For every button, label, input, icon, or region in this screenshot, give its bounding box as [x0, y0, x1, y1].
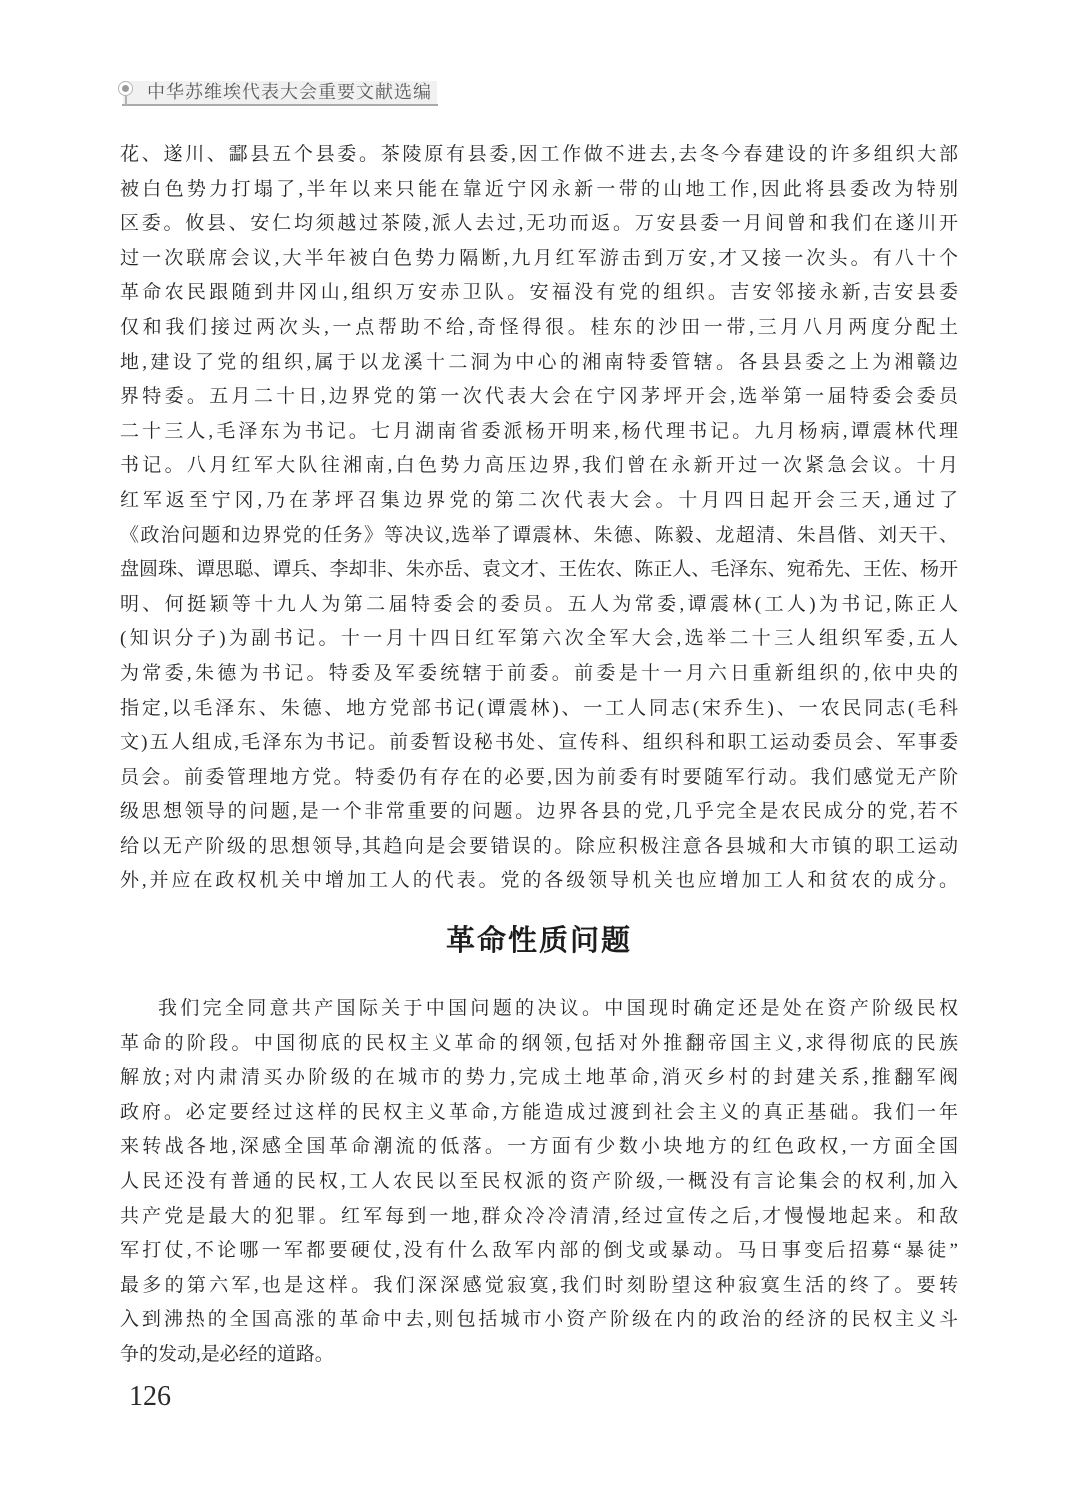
ring-dot-icon-center [122, 85, 129, 92]
section-heading-revolution-nature: 革命性质问题 [445, 925, 632, 957]
text-line: 给以无产阶级的思想领导,其趋向是会要错误的。除应积极注意各县城和大市镇的职工运动 [120, 835, 958, 857]
text-line: 革命的阶段。中国彻底的民权主义革命的纲领,包括对外推翻帝国主义,求得彻底的民族 [120, 1032, 958, 1054]
text-line: 外,并应在政权机关中增加工人的代表。党的各级领导机关也应增加工人和贫农的成分。 [120, 870, 958, 892]
text-line: 革命农民跟随到井冈山,组织万安赤卫队。安福没有党的组织。吉安邻接永新,吉安县委 [120, 282, 958, 304]
text-line: 级思想领导的问题,是一个非常重要的问题。边界各县的党,几乎完全是农民成分的党,若不 [120, 801, 958, 823]
text-line: 解放;对内肃清买办阶级的在城市的势力,完成土地革命,消灭乡村的封建关系,推翻军阀 [120, 1067, 958, 1089]
text-line: 红军返至宁冈,乃在茅坪召集边界党的第二次代表大会。十月四日起开会三天,通过了 [120, 489, 958, 511]
text-line: 区委。攸县、安仁均须越过茶陵,派人去过,无功而返。万安县委一月间曾和我们在遂川开 [120, 213, 958, 235]
page-number: 126 [129, 1381, 171, 1412]
text-line: 争的发动,是必经的道路。 [120, 1343, 334, 1365]
text-line: 政府。必定要经过这样的民权主义革命,方能造成过渡到社会主义的真正基础。我们一年 [120, 1101, 958, 1123]
text-line: 来转战各地,深感全国革命潮流的低落。一方面有少数小块地方的红色政权,一方面全国 [120, 1136, 958, 1158]
text-line: 二十三人,毛泽东为书记。七月湖南省委派杨开明来,杨代理书记。九月杨病,谭震林代理 [120, 420, 958, 442]
text-line: 地,建设了党的组织,属于以龙溪十二洞为中心的湘南特委管辖。各县县委之上为湘赣边 [120, 351, 958, 373]
text-line: 为常委,朱德为书记。特委及军委统辖于前委。前委是十一月六日重新组织的,依中央的 [120, 662, 958, 684]
paragraph-party-organization [120, 138, 958, 899]
text-line: 文)五人组成,毛泽东为书记。前委暂设秘书处、宣传科、组织科和职工运动委员会、军事委 [120, 732, 958, 754]
text-line: 明、何挺颖等十九人为第二届特委会的委员。五人为常委,谭震林(工人)为书记,陈正人 [120, 593, 958, 615]
text-line: 军打仗,不论哪一军都要硬仗,没有什么敌军内部的倒戈或暴动。马日事变后招募“暴徒” [120, 1240, 958, 1262]
text-line: 我们完全同意共产国际关于中国问题的决议。中国现时确定还是处在资产阶级民权 [158, 998, 958, 1019]
text-line: 人民还没有普通的民权,工人农民以至民权派的资产阶级,一概没有言论集会的权利,加入 [120, 1170, 958, 1192]
text-line: 共产党是最大的犯罪。红军每到一地,群众冷冷清清,经过宣传之后,才慢慢地起来。和敌 [120, 1205, 958, 1227]
text-line: (知识分子)为副书记。十一月十四日红军第六次全军大会,选举二十三人组织军委,五人 [120, 628, 958, 650]
text-line: 入到沸热的全国高涨的革命中去,则包括城市小资产阶级在内的政治的经济的民权主义斗 [120, 1309, 958, 1331]
text-line: 书记。八月红军大队往湘南,白色势力高压边界,我们曾在永新开过一次紧急会议。十月 [120, 455, 958, 477]
header-bullet-stem [125, 96, 127, 105]
text-line: 指定,以毛泽东、朱德、地方党部书记(谭震林)、一工人同志(宋乔生)、一农民同志(毛科 [120, 697, 958, 719]
paragraph-revolution-nature [120, 992, 958, 1373]
text-line: 仅和我们接过两次头,一点帮助不给,奇怪得很。桂东的沙田一带,三月八月两度分配土 [120, 316, 958, 338]
text-line: 花、遂川、酃县五个县委。茶陵原有县委,因工作做不进去,去冬今春建设的许多组织大部 [120, 144, 958, 165]
text-line: 过一次联席会议,大半年被白色势力隔断,九月红军游击到万安,才又接一次头。有八十个 [120, 247, 958, 269]
text-line: 最多的第六军,也是这样。我们深深感觉寂寞,我们时刻盼望这种寂寞生活的终了。要转 [120, 1274, 958, 1296]
header-rule [122, 104, 438, 106]
ring-dot-icon [118, 81, 133, 96]
text-line: 盘圆珠、谭思聪、谭兵、李却非、朱亦岳、袁文才、王佐农、陈正人、毛泽东、宛希先、王佐、杨开 [120, 559, 958, 581]
text-line: 《政治问题和边界党的任务》等决议,选举了谭震林、朱德、陈毅、龙超清、朱昌偕、刘天干、 [120, 524, 958, 546]
text-line: 被白色势力打塌了,半年以来只能在靠近宁冈永新一带的山地工作,因此将县委改为特别 [120, 178, 958, 200]
text-line: 界特委。五月二十日,边界党的第一次代表大会在宁冈茅坪开会,选举第一届特委会委员 [120, 386, 958, 408]
text-line: 员会。前委管理地方党。特委仍有存在的必要,因为前委有时要随军行动。我们感觉无产阶 [120, 766, 958, 788]
running-header-book-title: 中华苏维埃代表大会重要文献选编 [147, 82, 432, 102]
